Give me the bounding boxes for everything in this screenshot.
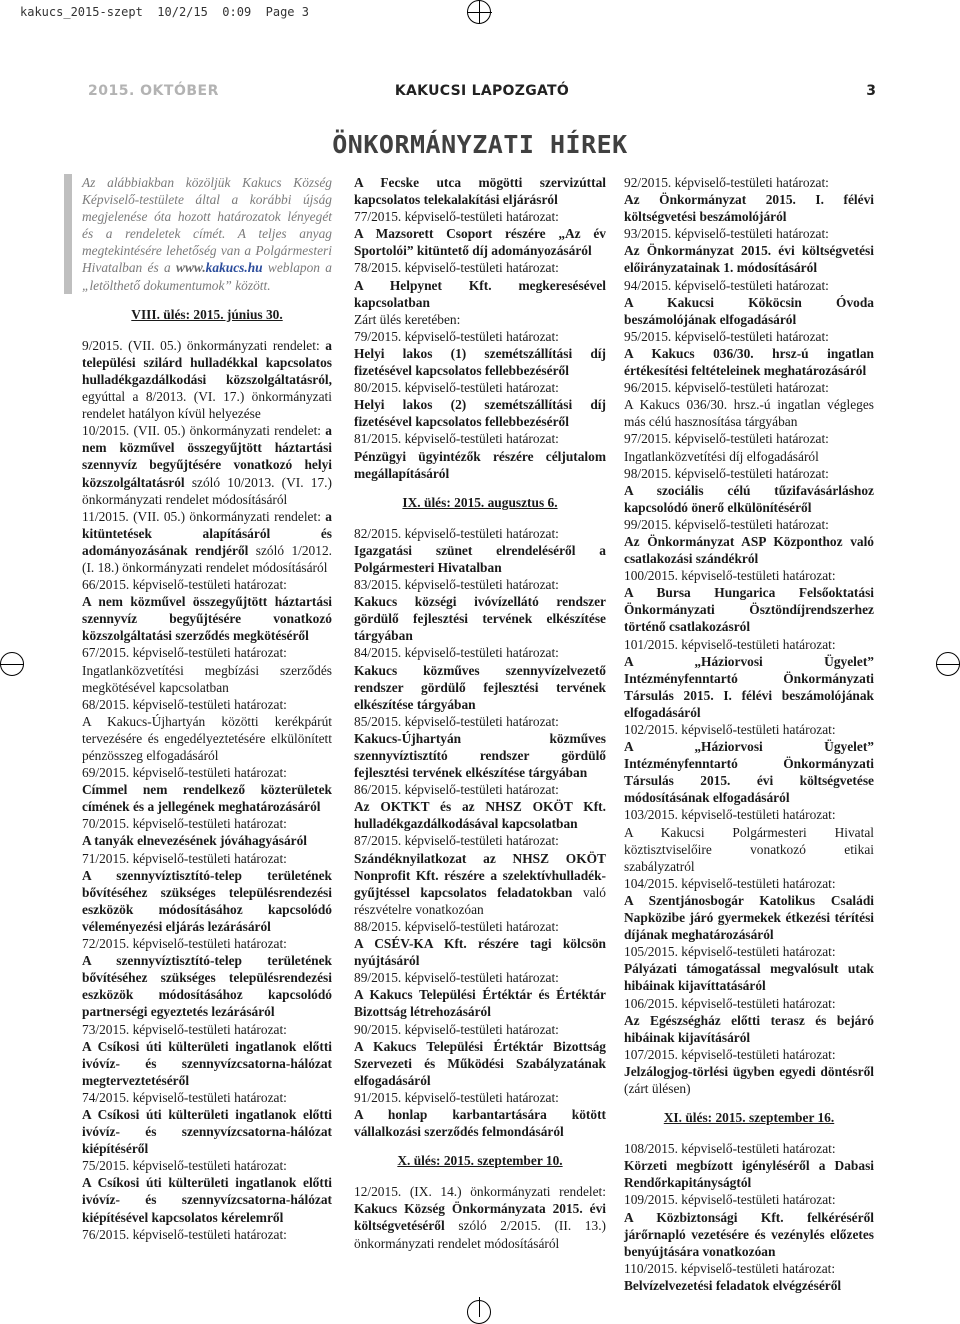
resolution-number: 106/2015. képviselő-testületi határozat: [624,995,836,1011]
website-link[interactable]: www.kakucs.hu [176,260,263,276]
session-heading: IX. ülés: 2015. augusztus 6. [402,494,558,510]
resolution-title: A Mazsorett Csoport részére „Az év Sportolói” kitüntető díj adományozásáról [354,226,606,259]
resolution-number: 80/2015. képviselő-testületi határozat: [354,380,559,396]
resolution-number: 95/2015. képviselő-testületi határozat: [624,328,829,344]
resolution-number: 91/2015. képviselő-testületi határozat: [354,1089,559,1105]
resolution-title: A Csíkosi úti külterületi ingatlanok előtti ivóvíz- és szennyvízcsatorna-hálózat megterveztetéséről [82,1038,332,1088]
resolution-number: 105/2015. képviselő-testületi határozat: [624,944,836,960]
resolution-title: A Kakucsi Kököcsin Óvoda beszámolójának elfogadásáról [624,294,874,327]
resolution-title: A tanyák elnevezésének jóváhagyásáról [82,833,308,849]
resolution-number: 110/2015. képviselő-testületi határozat: [624,1260,836,1276]
resolution-title: A Közbiztonsági Kft. felkéréséről járőrnapló vezetésére és vezénylés előzetes benyújtására vonatkozóan [624,1209,874,1259]
resolution-title: A Fecske utca mögötti szervizúttal kapcsolatos telekalakítási eljárásról [354,175,606,208]
decree-item: 12/2015. (IX. 14.) önkormányzati rendelet: Kakucs Község Önkormányzata 2015. évi költségvetéséről szóló 2/2015. (II. 13.) önkormányzati rendelet módosításáról [354,1184,606,1251]
resolution-number: 71/2015. képviselő-testületi határozat: [82,850,287,866]
resolution-title: A Kakucsi Polgármesteri Hivatal köztisztviselőire vonatkozó etikai szabályzatról [624,824,874,874]
resolution-title: Ingatlanközvetítési díj elfogadásáról [624,448,819,464]
page-header [88,83,876,103]
resolution-number: 107/2015. képviselő-testületi határozat: [624,1046,836,1062]
column-1 [82,174,332,1243]
resolution-number: 72/2015. képviselő-testületi határozat: [82,936,287,952]
resolution-number: 66/2015. képviselő-testületi határozat: [82,577,287,593]
resolution-title: Az OKTKT és az NHSZ OKÖT Kft. hulladékgazdálkodásával kapcsolatban [354,799,606,832]
resolution-number: 101/2015. képviselő-testületi határozat: [624,636,836,652]
resolution-number: 74/2015. képviselő-testületi határozat: [82,1089,287,1105]
resolution-title: Az Önkormányzat ASP Központhoz való csatlakozási szándékról [624,533,874,567]
resolution-number: 109/2015. képviselő-testületi határozat: [624,1192,836,1208]
resolution-number: 102/2015. képviselő-testületi határozat: [624,722,836,737]
resolution-title: A Kakucs 036/30. hrsz-ú ingatlan értékesítési feltételeinek meghatározásáról [624,345,874,379]
resolution-number: 86/2015. képviselő-testületi határozat: [354,782,559,798]
resolution-title: Szándéknyilatkozat az NHSZ OKÖT Nonprofit Kft. részére a szelektívhulladék-gyűjtéssel kapcsolatos feladatokban való részvételre vonatkozóan [354,850,606,917]
resolution-number: 100/2015. képviselő-testületi határozat: [624,568,836,584]
resolution-number: 99/2015. képviselő-testületi határozat: [624,516,829,532]
resolution-number: 92/2015. képviselő-testületi határozat: [624,175,829,190]
resolution-title: A szennyvíztisztító-telep területének bővítéséhez szükséges településrendezési eszközök módosításához kapcsolódó véleményezési eljárás lezárásáról [82,867,332,934]
resolution-title: A CSÉV-KA Kft. részére tagi kölcsön nyújtásáról [354,936,606,969]
resolution-title: A Helpynet Kft. megkeresésével kapcsolatban [354,277,606,310]
resolution-number: 97/2015. képviselő-testületi határozat: [624,431,829,447]
resolution-number: 96/2015. képviselő-testületi határozat: [624,380,829,396]
resolution-title: A „Háziorvosi Ügyelet” Intézményfenntartó Önkormányzati Társulás 2015. I. félévi beszámolójának elfogadásáról [624,653,874,720]
resolution-number: 108/2015. képviselő-testületi határozat: [624,1141,836,1157]
resolution-title: Ingatlanközvetítési megbízási szerződés megkötésével kapcsolatban [82,662,332,695]
newspaper-title: KAKUCSI LAPOZGATÓ [394,83,570,99]
resolution-title: A nem közművel összegyűjtött háztartási szennyvíz begyűjtésére vonatkozó közszolgáltatási szerződés megkötéséről [82,594,332,644]
resolution-title: A honlap karbantartására kötött vállalkozási szerződés felmondásáról [354,1106,606,1140]
resolution-number: 93/2015. képviselő-testületi határozat: [624,226,829,242]
resolution-title: A Csíkosi úti külterületi ingatlanok előtti ivóvíz- és szennyvízcsatorna-hálózat kiépítésével kapcsolatos kérelemről [82,1175,332,1225]
decree-item: 11/2015. (VII. 05.) önkormányzati rendelet: a kitüntetések alapításáról és adományozásának rendjéről szóló 1/2012. (I. 18.) önkormányzati rendelet módosításáról [82,508,332,575]
section-title: ÖNKORMÁNYZATI HÍREK [332,130,628,159]
registration-mark-top [467,0,491,24]
resolution-title: A „Háziorvosi Ügyelet” Intézményfenntartó Önkormányzati Társulás 2015. évi költségvetése módosításának elfogadásáról [624,739,874,806]
column-2 [354,174,606,1252]
resolution-title: Helyi lakos (2) szemétszállítási díj fizetésével kapcsolatos fellebbezéséről [354,397,606,430]
resolution-number: 98/2015. képviselő-testületi határozat: [624,465,829,481]
resolution-title: Az Önkormányzat 2015. évi költségvetési előirányzatainak 1. módosításáról [624,243,874,276]
resolution-number: 88/2015. képviselő-testületi határozat: [354,918,559,934]
resolution-title: Címmel nem rendelkező közterületek címének és a jellegének meghatározásáról [82,782,332,815]
registration-mark-right [936,652,960,676]
resolution-number: 103/2015. képviselő-testületi határozat: [624,807,836,823]
intro-paragraph: Az alábbiakban közöljük Kakucs Község Képviselő-testülete által a korábbi újság megjelenése óta hozott határozatok lényegét és a rendeletek címét. A teljes anyag megtekintésére lehetőség van a Polgármesteri Hivatalban és a www.kakucs.hu weblapon a „letölthető dokumentumok” között. [64,174,332,294]
resolution-title: A Kakucs Települési Értéktár Bizottság Szervezeti és Működési Szabályzatának elfogadásáról [354,1038,606,1088]
column-3 [624,174,874,1294]
resolution-title: Kakucs községi ivóvízellátó rendszer gördülő fejlesztési tervének elkészítése tárgyában [354,594,606,644]
resolution-title: Belvízelvezetési feladatok elvégzéséről [624,1277,842,1293]
resolution-number: 81/2015. képviselő-testületi határozat: [354,431,559,447]
resolution-title: A Kakucs 036/30. hrsz.-ú ingatlan végleges más célú hasznosítása tárgyában [624,397,874,430]
resolution-title: A Szentjánosbogár Katolikus Családi Napközibe járó gyermekek étkezési térítési díjának meghatározásáról [624,892,874,943]
resolution-title: Kakucs közműves szennyvízelvezető rendszer gördülő fejlesztési tervének elkészítése tárgyában [354,662,606,712]
session-heading: X. ülés: 2015. szeptember 10. [397,1153,563,1169]
resolution-number: 67/2015. képviselő-testületi határozat: [82,645,287,661]
resolution-title: Helyi lakos (1) szemétszállítási díj fizetésével kapcsolatos fellebbezéséről [354,345,606,379]
resolution-title: Az Önkormányzat 2015. I. félévi költségvetési beszámolójáról [624,192,874,225]
resolution-title: Igazgatási szünet elrendeléséről a Polgármesteri Hivatalban [354,542,606,575]
resolution-number: 82/2015. képviselő-testületi határozat: [354,525,559,541]
resolution-number: 89/2015. képviselő-testületi határozat: [354,970,559,986]
registration-mark-bottom [467,1300,491,1324]
resolution-number: 75/2015. képviselő-testületi határozat: [82,1158,287,1174]
resolution-title: Pénzügyi ügyintézők részére céljutalom megállapításáról [354,448,606,481]
issue-date: 2015. OKTÓBER [88,83,219,99]
resolution-title: Az Egészségház előtti terasz és bejáró hibáinak kijavításáról [624,1012,874,1045]
resolution-number: 87/2015. képviselő-testületi határozat: [354,833,559,849]
decree-item: 9/2015. (VII. 05.) önkormányzati rendelet: a települési szilárd hulladékkal kapcsolatos hulladékgazdálkodási közszolgáltatásról, egyúttal a 8/2013. (VI. 17.) önkormányzati rendelet hatályon kívül helyezése [82,337,332,422]
print-slug: kakucs_2015-szept 10/2/15 0:09 Page 3 [20,5,309,19]
resolution-title: A szennyvíztisztító-telep területének bővítéséhez szükséges településrendezési eszközök módosításához kapcsolódó partnerségi egyeztetés lezárásáról [82,953,332,1020]
resolution-title: Körzeti megbízott igényléséről a Dabasi Rendőrkapitányságtól [624,1158,874,1191]
resolution-number: 84/2015. képviselő-testületi határozat: [354,645,559,661]
resolution-title: A Kakucs-Újhartyán közötti kerékpárút tervezésére és engedélyeztetésére elkülönített pénzösszeg elfogadásáról [82,713,332,763]
resolution-title: A Bursa Hungarica Felsőoktatási Önkormányzati Ösztöndíjrendszerhez történő csatlakozásról [624,585,874,635]
session-heading: VIII. ülés: 2015. június 30. [131,306,283,322]
resolution-title: A Csíkosi úti külterületi ingatlanok előtti ivóvíz- és szennyvízcsatorna-hálózat kiépítéséről [82,1106,332,1157]
resolution-number: 104/2015. képviselő-testületi határozat: [624,875,836,891]
resolution-number: 79/2015. képviselő-testületi határozat: [354,328,559,344]
closed-session-note: Zárt ülés keretében: [354,311,461,327]
resolution-number: 76/2015. képviselő-testületi határozat: [82,1226,287,1242]
registration-mark-left [0,652,24,676]
resolution-number: 83/2015. képviselő-testületi határozat: [354,577,559,593]
resolution-title: Jelzálogjog-törlési ügyben egyedi döntésről (zárt ülésen) [624,1063,874,1096]
resolution-number: 94/2015. képviselő-testületi határozat: [624,277,829,293]
resolution-number: 70/2015. képviselő-testületi határozat: [82,816,287,832]
resolution-title: A Kakucs Települési Értéktár és Értéktár Bizottság létrehozásáról [354,987,606,1020]
resolution-number: 77/2015. képviselő-testületi határozat: [354,209,559,225]
page-number: 3 [866,83,876,99]
resolution-title: Pályázati támogatással megvalósult utak hibáinak kijavíttatásáról [624,961,874,994]
intro-text: Az alábbiakban közöljük Kakucs Község Képviselő-testülete által a korábbi újság megjelenése óta hozott határozatok lényegét és a rendeletek címét. A teljes anyag megtekintésére lehetőség van a Polgármesteri Hivatalban és a [82,175,332,276]
resolution-title: Kakucs-Újhartyán közműves szennyvíztisztító rendszer gördülő fejlesztési tervének elkészítése tárgyában [354,730,606,781]
resolution-number: 68/2015. képviselő-testületi határozat: [82,696,287,712]
resolution-number: 85/2015. képviselő-testületi határozat: [354,713,559,729]
resolution-number: 69/2015. képviselő-testületi határozat: [82,765,287,781]
resolution-number: 78/2015. képviselő-testületi határozat: [354,260,559,276]
resolution-number: 73/2015. képviselő-testületi határozat: [82,1021,287,1037]
decree-item: 10/2015. (VII. 05.) önkormányzati rendelet: a nem közművel összegyűjtött háztartási szennyvíz begyűjtésére vonatkozó helyi közszolgáltatásról szóló 10/2013. (VI. 17.) önkormányzati rendelet módosításáról [82,423,332,507]
resolution-title: A szociális célú tűzifavásárláshoz kapcsolódó önerő elkülönítéséről [624,482,874,515]
resolution-number: 90/2015. képviselő-testületi határozat: [354,1021,559,1037]
session-heading: XI. ülés: 2015. szeptember 16. [663,1110,835,1126]
